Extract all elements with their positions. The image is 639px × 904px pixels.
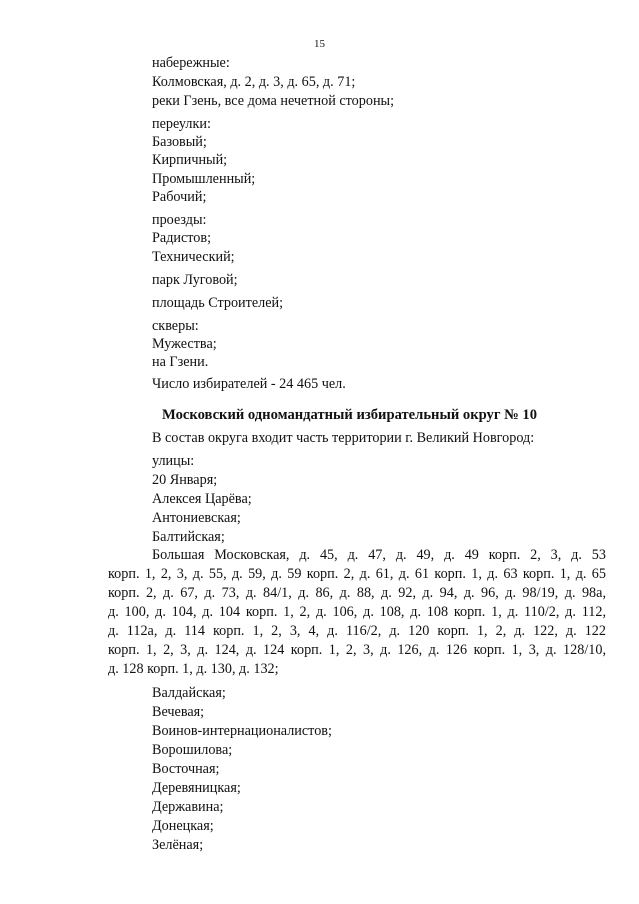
district-intro: В состав округа входит часть территории г. Великий Новгород: (152, 430, 535, 446)
moskovskaya-paragraph-line: д. 112а, д. 114 корп. 1, 2, 3, 4, д. 116/2, д. 120 корп. 1, 2, д. 122, д. 122 (108, 623, 606, 639)
embankments-heading: набережные: (152, 55, 230, 71)
moskovskaya-paragraph-line: корп. 1, 2, 3, д. 55, д. 59, д. 59 корп. 2, д. 61, д. 61 корп. 1, д. 63 корп. 1, д. 65 (108, 566, 606, 582)
park-line: парк Луговой; (152, 272, 238, 288)
list-item: Рабочий; (152, 189, 207, 205)
list-item: Технический; (152, 249, 235, 265)
list-item: Державина; (152, 799, 224, 815)
list-item: Восточная; (152, 761, 220, 777)
passages-heading: проезды: (152, 212, 207, 228)
moskovskaya-paragraph-line: Большая Московская, д. 45, д. 47, д. 49, д. 49 корп. 2, 3, д. 53 (152, 547, 606, 563)
list-item: Антониевская; (152, 510, 241, 526)
district-heading: Московский одномандатный избирательный округ № 10 (162, 407, 538, 423)
moskovskaya-paragraph-line: корп. 2, д. 67, д. 73, д. 84/1, д. 86, д. 88, д. 92, д. 94, д. 96, д. 98/19, д. 98а, (108, 585, 606, 601)
list-item: Базовый; (152, 134, 207, 150)
squares-heading: скверы: (152, 318, 199, 334)
list-item: Донецкая; (152, 818, 214, 834)
list-item: Радистов; (152, 230, 212, 246)
list-item: Ворошилова; (152, 742, 233, 758)
moskovskaya-paragraph-line: д. 128 корп. 1, д. 130, д. 132; (108, 661, 279, 677)
list-item: Воинов-интернационалистов; (152, 723, 332, 739)
list-item: 20 Января; (152, 472, 218, 488)
list-item: Балтийская; (152, 529, 225, 545)
lanes-heading: переулки: (152, 116, 211, 132)
streets-heading: улицы: (152, 453, 195, 469)
list-item: реки Гзень, все дома нечетной стороны; (152, 93, 395, 109)
list-item: Вечевая; (152, 704, 205, 720)
list-item: Колмовская, д. 2, д. 3, д. 65, д. 71; (152, 74, 356, 90)
list-item: Алексея Царёва; (152, 491, 252, 507)
list-item: Мужества; (152, 336, 217, 352)
voters-count: Число избирателей - 24 465 чел. (152, 376, 346, 392)
square-line: площадь Строителей; (152, 295, 284, 311)
moskovskaya-paragraph-line: д. 100, д. 104, д. 104 корп. 1, 2, д. 106, д. 108, д. 108 корп. 1, д. 110/2, д. 112, (108, 604, 606, 620)
list-item: Деревяницкая; (152, 780, 241, 796)
list-item: Зелёная; (152, 837, 204, 853)
list-item: Кирпичный; (152, 152, 228, 168)
moskovskaya-paragraph-line: корп. 1, 2, 3, д. 124, д. 124 корп. 1, 2, 3, д. 126, д. 126 корп. 1, 3, д. 128/10, (108, 642, 606, 658)
list-item: Валдайская; (152, 685, 226, 701)
page-number: 15 (314, 38, 325, 50)
list-item: Промышленный; (152, 171, 256, 187)
list-item: на Гзени. (152, 354, 209, 370)
